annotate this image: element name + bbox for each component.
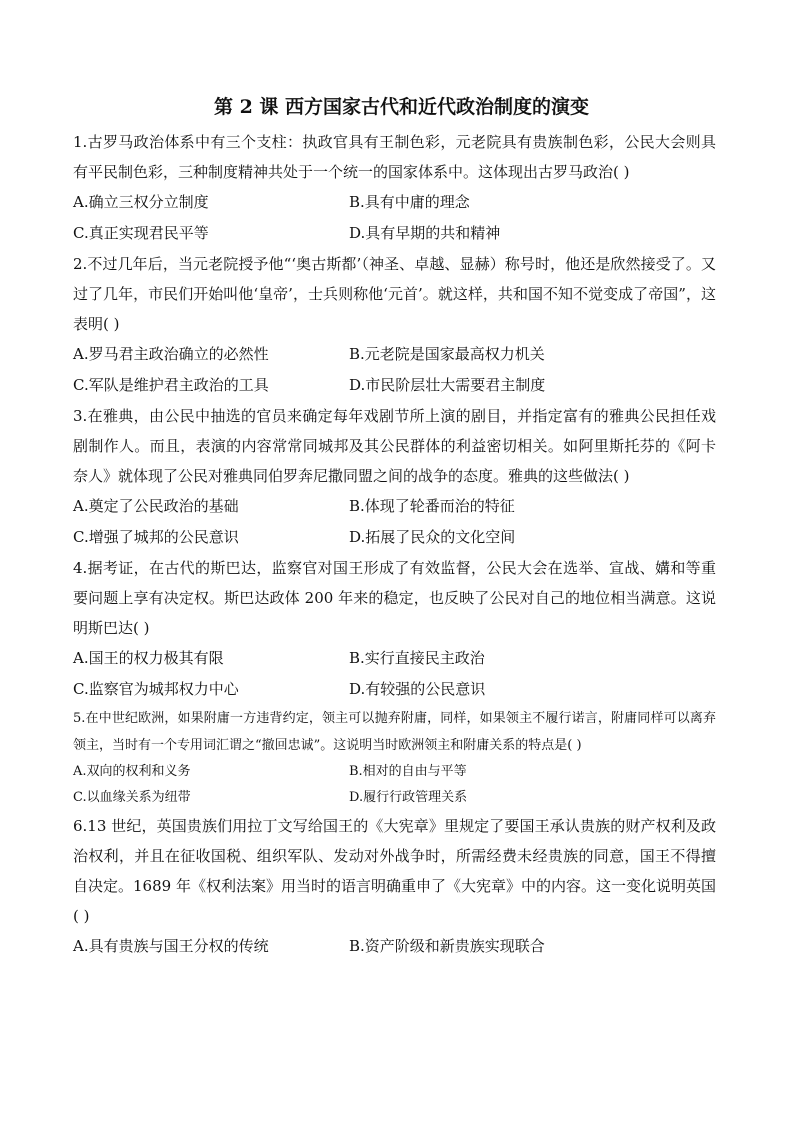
options-row	[73, 759, 716, 785]
options-row	[73, 218, 716, 249]
option-b: B.资产阶级和新贵族实现联合	[349, 937, 545, 955]
options-row	[73, 187, 716, 218]
option-a: A.奠定了公民政治的基础	[73, 497, 239, 515]
options-row	[73, 785, 716, 811]
option-c: C.监察官为城邦权力中心	[73, 680, 239, 698]
option-d: D.有较强的公民意识	[349, 680, 486, 698]
question-stem: 3.在雅典，由公民中抽选的官员来确定每年戏剧节所上演的剧目，并指定富有的雅典公民担任戏剧制作人。而且，表演的内容常常同城邦及其公民群体的利益密切相关。如阿里斯托芬的《阿卡奈人》就体现了公民对雅典同伯罗奔尼撒同盟之间的战争的态度。雅典的这些做法( )	[73, 407, 716, 485]
option-b: B.元老院是国家最高权力机关	[349, 345, 545, 363]
question-3	[73, 401, 716, 553]
question-6	[73, 811, 716, 962]
option-b: B.具有中庸的理念	[349, 193, 470, 211]
option-c: C.军队是维护君主政治的工具	[73, 376, 269, 394]
question-options	[73, 491, 716, 553]
option-b: B.相对的自由与平等	[349, 764, 467, 779]
question-2	[73, 249, 716, 401]
option-d: D.拓展了民众的文化空间	[349, 528, 516, 546]
question-stem: 1.古罗马政治体系中有三个支柱：执政官具有王制色彩，元老院具有贵族制色彩，公民大会则具有平民制色彩，三种制度精神共处于一个统一的国家体系中。这体现出古罗马政治( )	[73, 133, 716, 181]
option-a: A.国王的权力极其有限	[73, 649, 224, 667]
option-a: A.双向的权利和义务	[73, 764, 191, 779]
option-a: A.具有贵族与国王分权的传统	[73, 937, 269, 955]
options-row	[73, 491, 716, 522]
option-d: D.履行行政管理关系	[349, 790, 468, 805]
question-5	[73, 705, 716, 811]
question-4	[73, 553, 716, 705]
option-b: B.实行直接民主政治	[349, 649, 485, 667]
option-c: C.以血缘关系为纽带	[73, 790, 191, 805]
options-row	[73, 339, 716, 370]
question-stem: 2.不过几年后，当元老院授予他“‘奥古斯都’（神圣、卓越、显赫）称号时，他还是欣然接受了。又过了几年，市民们开始叫他‘皇帝’，士兵则称他‘元首’。就这样，共和国不知不觉变成了帝国”，这表明( )	[73, 255, 716, 333]
option-c: C.真正实现君民平等	[73, 224, 209, 242]
options-row	[73, 931, 716, 962]
question-options	[73, 339, 716, 401]
option-b: B.体现了轮番而治的特征	[349, 497, 515, 515]
question-options	[73, 643, 716, 705]
option-c: C.增强了城邦的公民意识	[73, 528, 239, 546]
question-options	[73, 187, 716, 249]
option-d: D.具有早期的共和精神	[349, 224, 501, 242]
options-row	[73, 522, 716, 553]
question-stem: 5.在中世纪欧洲，如果附庸一方违背约定，领主可以抛弃附庸，同样，如果领主不履行诺言，附庸同样可以离弃领主，当时有一个专用词汇谓之“撤回忠诚”。这说明当时欧洲领主和附庸关系的特点是( )	[73, 711, 716, 753]
question-stem: 6.13 世纪，英国贵族们用拉丁文写给国王的《大宪章》里规定了要国王承认贵族的财产权利及政治权利，并且在征收国税、组织军队、发动对外战争时，所需经费未经贵族的同意，国王不得擅自决定。1689 年《权利法案》用当时的语言明确重申了《大宪章》中的内容。这一变化说明英国( )	[73, 817, 716, 925]
question-options	[73, 931, 716, 962]
question-stem: 4.据考证，在古代的斯巴达，监察官对国王形成了有效监督，公民大会在选举、宣战、媾和等重要问题上享有决定权。斯巴达政体 200 年来的稳定，也反映了公民对自己的地位相当满意。这说明斯巴达( )	[73, 559, 716, 637]
page-title: 第 2 课 西方国家古代和近代政治制度的演变	[213, 96, 590, 118]
options-row	[73, 643, 716, 674]
options-row	[73, 674, 716, 705]
options-row	[73, 370, 716, 401]
option-a: A.罗马君主政治确立的必然性	[73, 345, 269, 363]
question-options	[73, 759, 716, 811]
option-a: A.确立三权分立制度	[73, 193, 209, 211]
option-d: D.市民阶层壮大需要君主制度	[349, 376, 546, 394]
question-1	[73, 127, 716, 249]
